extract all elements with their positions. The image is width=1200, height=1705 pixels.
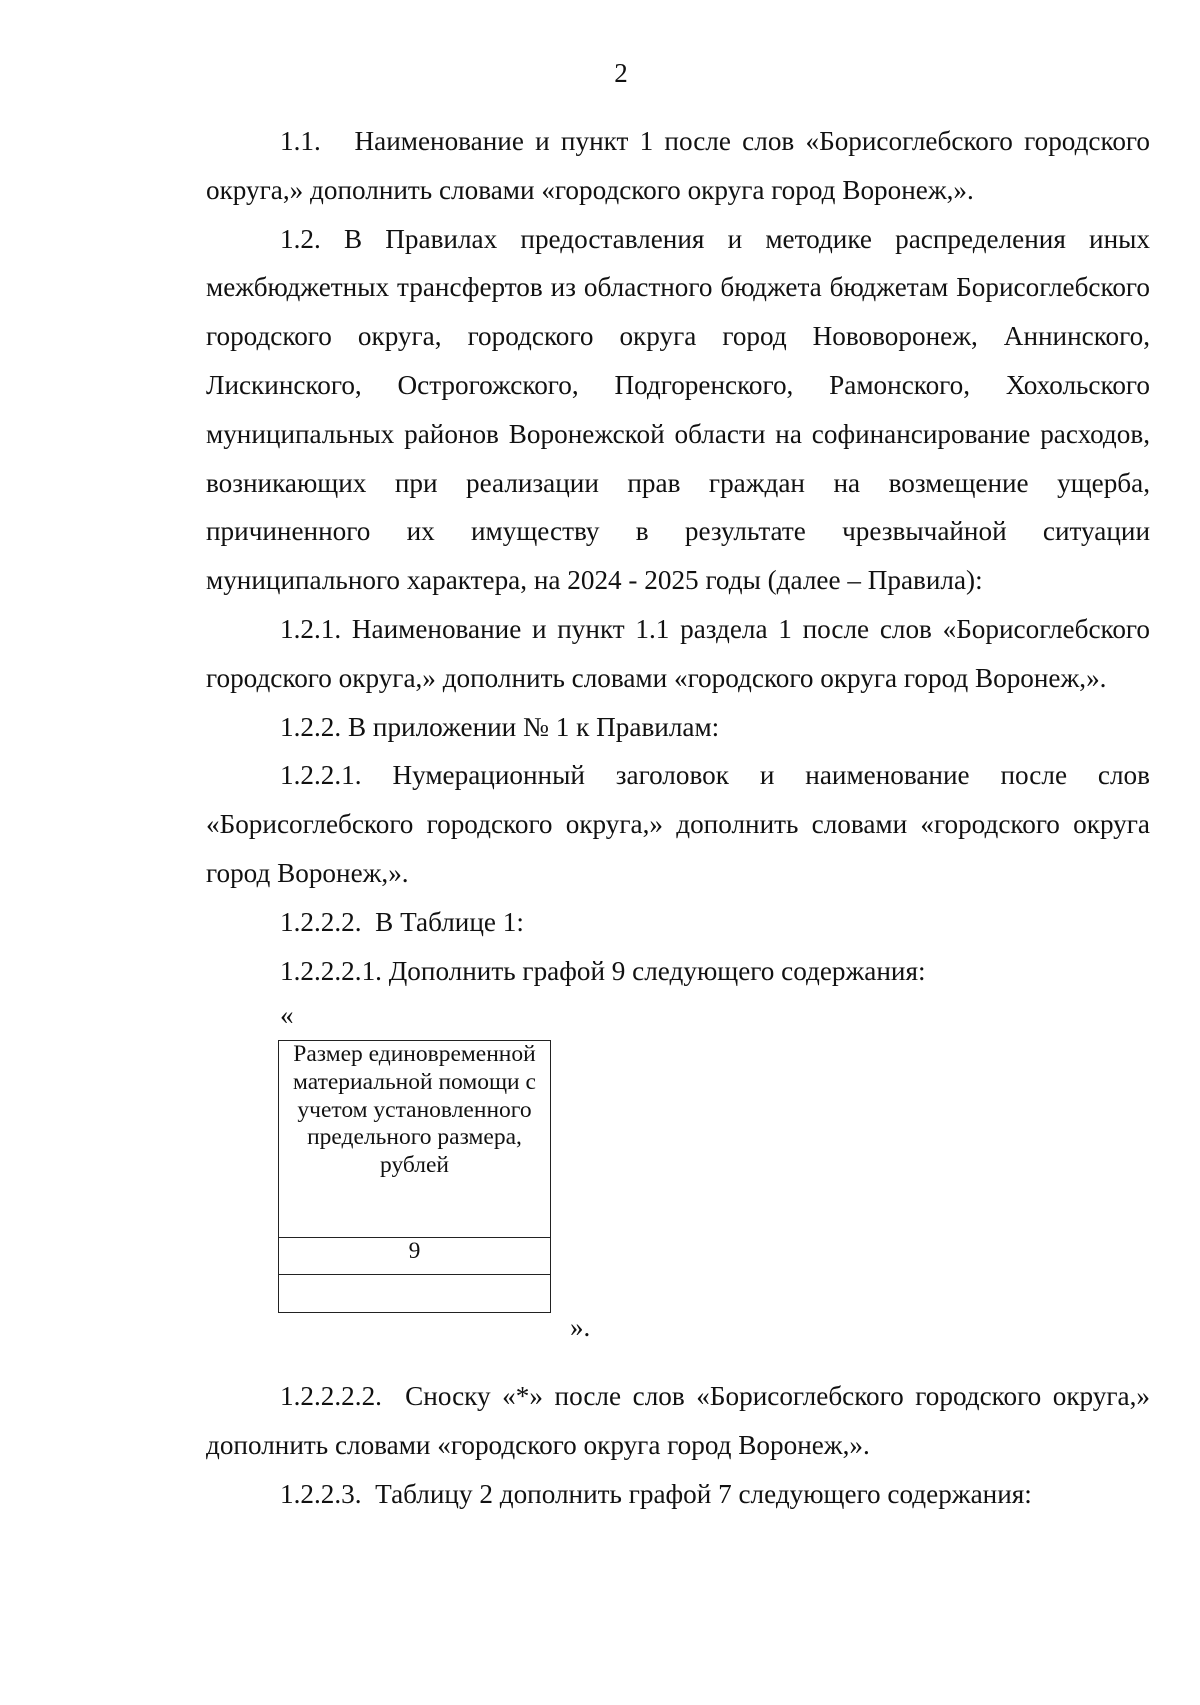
insert-table [278, 1040, 551, 1313]
paragraph-1-2-2-3: 1.2.2.3. Таблицу 2 дополнить графой 7 следующего содержания: [280, 1478, 1032, 1509]
closing-quote: ». [570, 1312, 591, 1343]
table-column-number: 9 [279, 1238, 551, 1275]
document-body [206, 117, 1150, 1519]
paragraph-1-2-2-2: 1.2.2.2. В Таблице 1: [280, 906, 524, 937]
table-number-row [279, 1238, 551, 1275]
paragraph-1-1: 1.1. Наименование и пункт 1 после слов «Борисоглебского городского округа,» дополнить словами «городского округа город Воронеж,». [206, 126, 1150, 205]
table-empty-row [279, 1275, 551, 1313]
paragraph-1-2-2-1: 1.2.2.1. Нумерационный заголовок и наименование после слов «Борисоглебского городского округа,» дополнить словами «городского округа город Воронеж,». [206, 760, 1150, 888]
paragraph-1-2-2: 1.2.2. В приложении № 1 к Правилам: [280, 711, 720, 742]
paragraph-1-2: 1.2. В Правилах предоставления и методике распределения иных межбюджетных трансфертов из областного бюджета бюджетам Борисоглебского городского округа, городского округа город Нововоронеж, Аннинского, Лискинского, Острогожского, Подгоренского, Рамонского, Хохольского муниципальных районов Воронежской области на софинансирование расходов, возникающих при реализации прав граждан на возмещение ущерба, причиненного их имуществу в результате чрезвычайной ситуации муниципального характера, на 2024 - 2025 годы (далее – Правила): [206, 223, 1150, 596]
table-empty-cell [279, 1275, 551, 1313]
table-header-row [279, 1041, 551, 1238]
page-number: 2 [614, 58, 628, 88]
paragraph-1-2-2-2-1: 1.2.2.2.1. Дополнить графой 9 следующего содержания: [280, 955, 926, 986]
insert-table-block [278, 1040, 1150, 1343]
table-header-cell: Размер единовременной материальной помощи с учетом установленного предельного размера, рублей [279, 1041, 551, 1238]
paragraph-1-2-1: 1.2.1. Наименование и пункт 1.1 раздела 1 после слов «Борисоглебского городского округа,» дополнить словами «городского округа город Воронеж,». [206, 613, 1150, 693]
spacer [206, 1320, 1150, 1372]
opening-quote: « [280, 1000, 294, 1031]
paragraph-1-2-2-2-2: 1.2.2.2.2. Сноску «*» после слов «Борисоглебского городского округа,» дополнить словами «городского округа город Воронеж,». [206, 1381, 1150, 1461]
